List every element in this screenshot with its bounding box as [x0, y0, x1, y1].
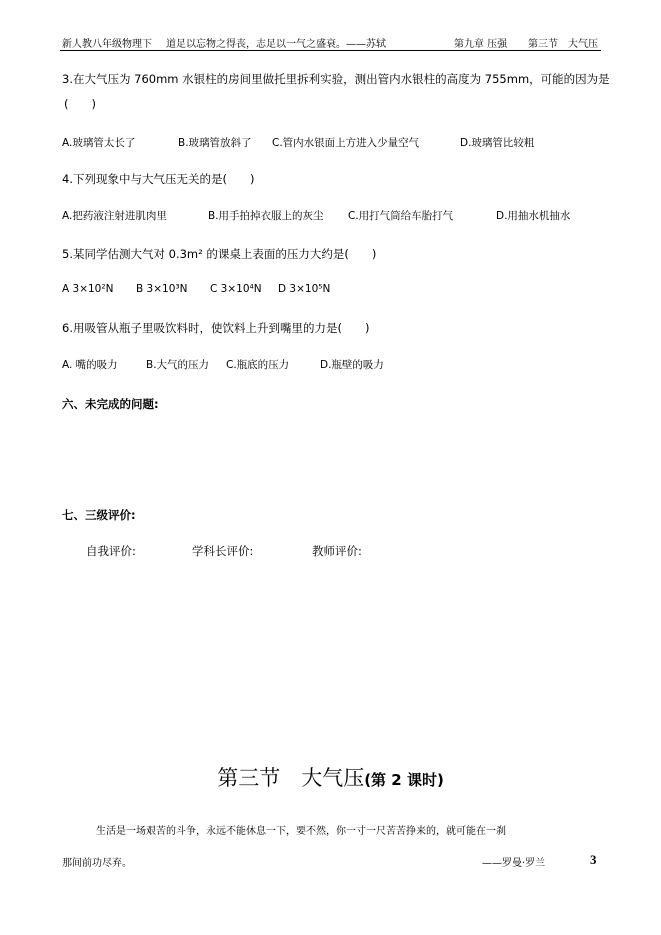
- section-unfinished-questions: 六、未完成的问题:: [62, 397, 159, 411]
- header-book: 新人教八年级物理下: [62, 39, 152, 50]
- footer-quote-line-1: 生活是一场艰苦的斗争，永远不能休息一下，要不然，你一寸一尺苦苦挣来的，就可能在一刹: [96, 826, 506, 837]
- question-5-option-c: C 3×10⁴N: [210, 283, 262, 295]
- lesson-title: [0, 762, 661, 792]
- lesson-title-sub: (第 2 课时): [364, 771, 444, 789]
- teacher-evaluation-label: 教师评价:: [312, 544, 362, 558]
- question-5-text: 5.某同学估测大气对 0.3m² 的课桌上表面的压力大约是( ): [62, 247, 377, 261]
- question-3-option-d: D.玻璃管比较粗: [460, 137, 535, 149]
- question-5-option-b: B 3×10³N: [136, 283, 188, 295]
- question-5-option-a: A 3×10²N: [62, 283, 114, 295]
- page-number: 3: [590, 852, 597, 867]
- question-5-option-d: D 3×10⁵N: [278, 283, 331, 295]
- header-chapter: 第九章 压强: [454, 39, 508, 50]
- question-4-option-d: D.用抽水机抽水: [496, 210, 571, 222]
- subject-leader-evaluation-label: 学科长评价:: [192, 544, 254, 558]
- question-4-option-c: C.用打气筒给车胎打气: [348, 210, 454, 222]
- section-three-level-evaluation: 七、三级评价:: [62, 508, 136, 522]
- footer-quote-line-2: 那间前功尽弃。: [62, 858, 132, 869]
- question-3-option-c: C.管内水银面上方进入少量空气: [272, 137, 420, 149]
- question-3-text: 3.在大气压为 760mm 水银柱的房间里做托里拆利实验，测出管内水银柱的高度为 755mm，可能的因为是: [62, 72, 610, 86]
- question-3-option-a: A.玻璃管太长了: [62, 137, 136, 149]
- question-3-blank: ( ): [64, 97, 96, 111]
- question-6-option-a: A. 嘴的吸力: [62, 359, 118, 371]
- question-3-option-b: B.玻璃管放斜了: [178, 137, 252, 149]
- header-section: 第三节 大气压: [528, 39, 598, 50]
- self-evaluation-label: 自我评价:: [86, 544, 136, 558]
- question-6-option-c: C.瓶底的压力: [226, 359, 290, 371]
- question-4-option-b: B.用手拍掉衣服上的灰尘: [208, 210, 324, 222]
- question-4-option-a: A.把药液注射进肌肉里: [62, 210, 167, 222]
- question-6-option-b: B.大气的压力: [146, 359, 210, 371]
- question-6-option-d: D.瓶壁的吸力: [320, 359, 384, 371]
- lesson-title-main: 第三节 大气压: [217, 766, 365, 790]
- question-4-text: 4.下列现象中与大气压无关的是( ): [62, 172, 255, 186]
- header-quote: 道足以忘物之得丧，志足以一气之盛衰。——苏轼: [166, 39, 386, 50]
- footer-quote-author: ——罗曼·罗兰: [482, 858, 546, 869]
- question-6-text: 6.用吸管从瓶子里吸饮料时，使饮料上升到嘴里的力是( ): [62, 321, 370, 335]
